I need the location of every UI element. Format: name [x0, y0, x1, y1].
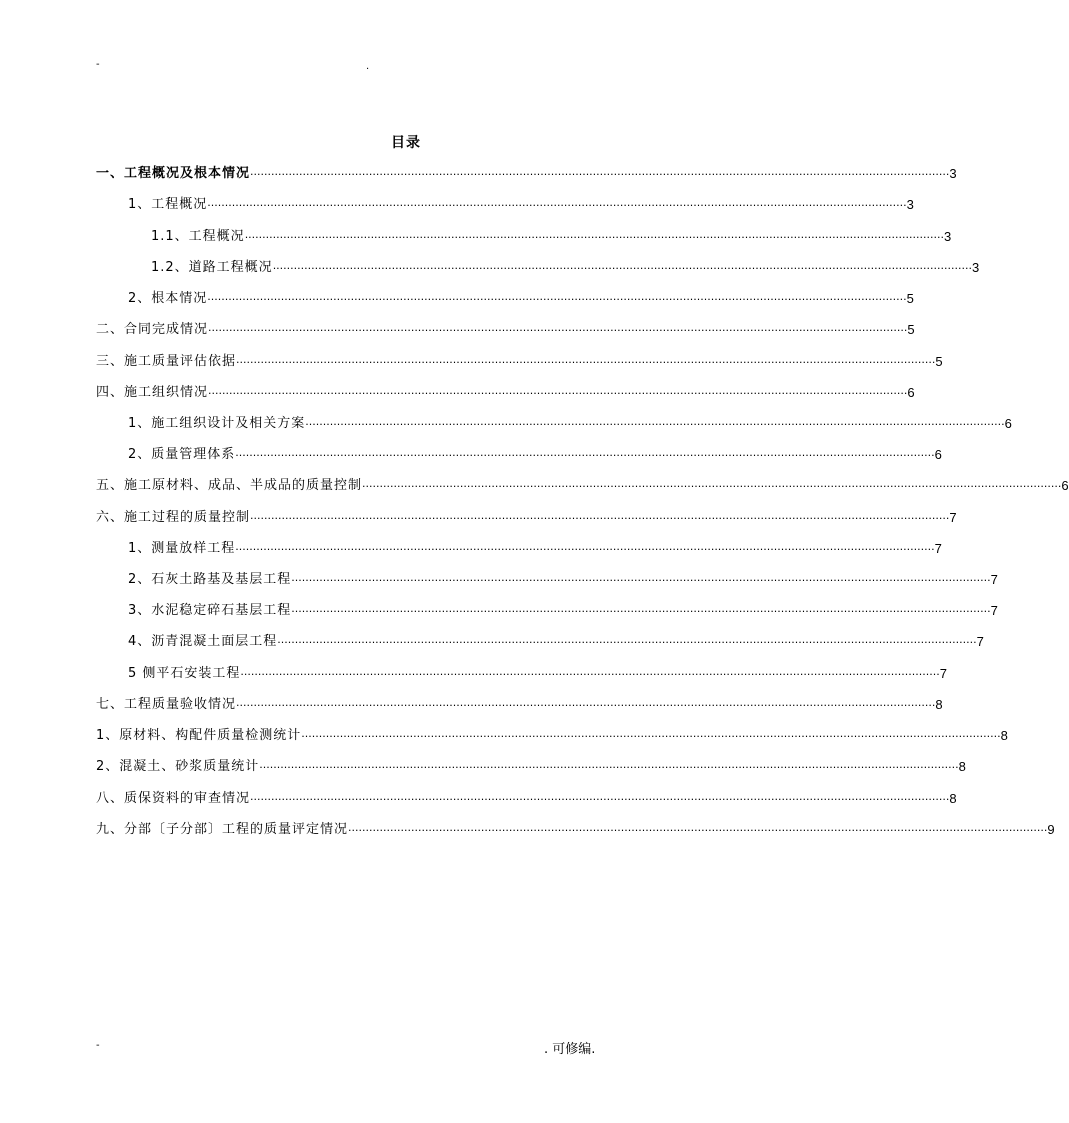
toc-entry-page: 7 [949, 510, 957, 525]
toc-entry-page: 8 [958, 759, 966, 774]
toc-entry-page: 5 [935, 354, 943, 369]
toc-entry-page: 7 [976, 634, 984, 649]
toc-dot-leader: ········································································································································································································ [272, 262, 973, 275]
toc-entry-label: 4、沥青混凝土面层工程 [128, 634, 278, 649]
toc-entry[interactable] [128, 662, 947, 682]
footer-left-mark: - [96, 1040, 100, 1051]
toc-entry[interactable] [96, 724, 1008, 744]
toc-entry-label: 七、工程质量验收情况 [96, 697, 237, 712]
toc-entry-page: 3 [972, 260, 980, 275]
toc-entry-label: 1、工程概况 [128, 197, 208, 212]
toc-entry-page: 8 [949, 791, 957, 806]
toc-entry-label: 五、施工原材料、成品、半成品的质量控制 [96, 478, 363, 493]
toc-entry-label: 四、施工组织情况 [96, 385, 209, 400]
toc-entry[interactable] [128, 568, 998, 588]
toc-entry-label: 二、合同完成情况 [96, 322, 209, 337]
toc-title: 目录 [391, 135, 421, 151]
toc-entry-label: 1、施工组织设计及相关方案 [128, 416, 306, 431]
toc-dot-leader: ········································································································································································································ [244, 231, 945, 244]
header-center-mark: . [366, 61, 370, 72]
toc-dot-leader: ········································································································································································································ [236, 356, 936, 369]
toc-entry[interactable] [96, 162, 957, 182]
toc-dot-leader: ········································································································································································································ [348, 824, 1048, 837]
toc-entry[interactable] [96, 350, 943, 370]
toc-entry-label: 八、质保资料的审查情况 [96, 791, 251, 806]
toc-entry-page: 6 [1004, 416, 1012, 431]
toc-entry-page: 3 [906, 197, 914, 212]
toc-entry[interactable] [151, 256, 980, 276]
toc-dot-leader: ········································································································································································································ [208, 324, 908, 337]
toc-entry-label: 一、工程概况及根本情况 [96, 166, 251, 181]
toc-entry-page: 6 [934, 447, 942, 462]
toc-dot-leader: ········································································································································································································ [362, 480, 1062, 493]
toc-dot-leader: ········································································································································································································ [277, 636, 977, 649]
toc-entry-page: 3 [944, 229, 952, 244]
toc-entry-page: 9 [1047, 822, 1055, 837]
header-left-mark: - [96, 59, 100, 70]
toc-dot-leader: ········································································································································································································ [291, 605, 991, 618]
toc-entry[interactable] [128, 193, 914, 213]
toc-entry[interactable] [96, 818, 1055, 838]
toc-dot-leader: ········································································································································································································ [305, 418, 1005, 431]
toc-entry-label: 六、施工过程的质量控制 [96, 510, 251, 525]
toc-dot-leader: ········································································································································································································ [207, 293, 907, 306]
toc-dot-leader: ········································································································································································································ [235, 449, 935, 462]
toc-entry-page: 6 [907, 385, 915, 400]
toc-entry[interactable] [128, 630, 984, 650]
toc-entry-page: 8 [1000, 728, 1008, 743]
toc-dot-leader: ········································································································································································································ [236, 699, 936, 712]
toc-entry[interactable] [96, 693, 943, 713]
toc-entry-page: 7 [939, 666, 947, 681]
toc-entry-label: 1.2、道路工程概况 [151, 260, 273, 275]
toc-entry-label: 1、测量放样工程 [128, 541, 236, 556]
toc-entry-page: 7 [990, 572, 998, 587]
toc-entry-label: 三、施工质量评估依据 [96, 354, 237, 369]
toc-entry-label: 2、石灰土路基及基层工程 [128, 572, 292, 587]
toc-entry[interactable] [128, 599, 998, 619]
toc-entry[interactable] [96, 506, 957, 526]
toc-dot-leader: ········································································································································································································ [259, 761, 959, 774]
toc-entry-label: 2、质量管理体系 [128, 447, 236, 462]
toc-entry-page: 7 [990, 603, 998, 618]
toc-entry[interactable] [96, 318, 915, 338]
toc-dot-leader: ········································································································································································································ [291, 574, 991, 587]
toc-entry-label: 2、根本情况 [128, 291, 208, 306]
toc-entry[interactable] [96, 474, 1069, 494]
toc-dot-leader: ········································································································································································································ [250, 512, 950, 525]
toc-dot-leader: ········································································································································································································ [235, 543, 935, 556]
toc-entry-page: 3 [949, 166, 957, 181]
toc-dot-leader: ········································································································································································································ [240, 668, 940, 681]
toc-entry-label: 2、混凝土、砂浆质量统计 [96, 759, 260, 774]
toc-dot-leader: ········································································································································································································ [208, 387, 908, 400]
toc-entry-label: 5 侧平石安装工程 [128, 666, 241, 681]
toc-entry-page: 6 [1061, 478, 1069, 493]
toc-entry-label: 1.1、工程概况 [151, 229, 245, 244]
toc-entry-page: 7 [934, 541, 942, 556]
toc-entry[interactable] [96, 787, 957, 807]
toc-entry[interactable] [128, 443, 942, 463]
toc-entry[interactable] [128, 412, 1012, 432]
toc-entry[interactable] [96, 381, 915, 401]
toc-entry[interactable] [128, 537, 942, 557]
toc-entry[interactable] [151, 225, 952, 245]
toc-entry-page: 8 [935, 697, 943, 712]
toc-entry-label: 九、分部〔子分部〕工程的质量评定情况 [96, 822, 349, 837]
toc-entry-label: 1、原材料、构配件质量检测统计 [96, 728, 302, 743]
toc-dot-leader: ········································································································································································································ [250, 168, 950, 181]
toc-dot-leader: ········································································································································································································ [301, 730, 1001, 743]
toc-entry-page: 5 [907, 322, 915, 337]
toc-entry[interactable] [96, 755, 966, 775]
footer-edit-note: . 可修编. [544, 1042, 596, 1057]
toc-entry[interactable] [128, 287, 914, 307]
toc-dot-leader: ········································································································································································································ [250, 793, 950, 806]
toc-entry-label: 3、水泥稳定碎石基层工程 [128, 603, 292, 618]
toc-entry-page: 5 [906, 291, 914, 306]
toc-dot-leader: ········································································································································································································ [207, 199, 907, 212]
